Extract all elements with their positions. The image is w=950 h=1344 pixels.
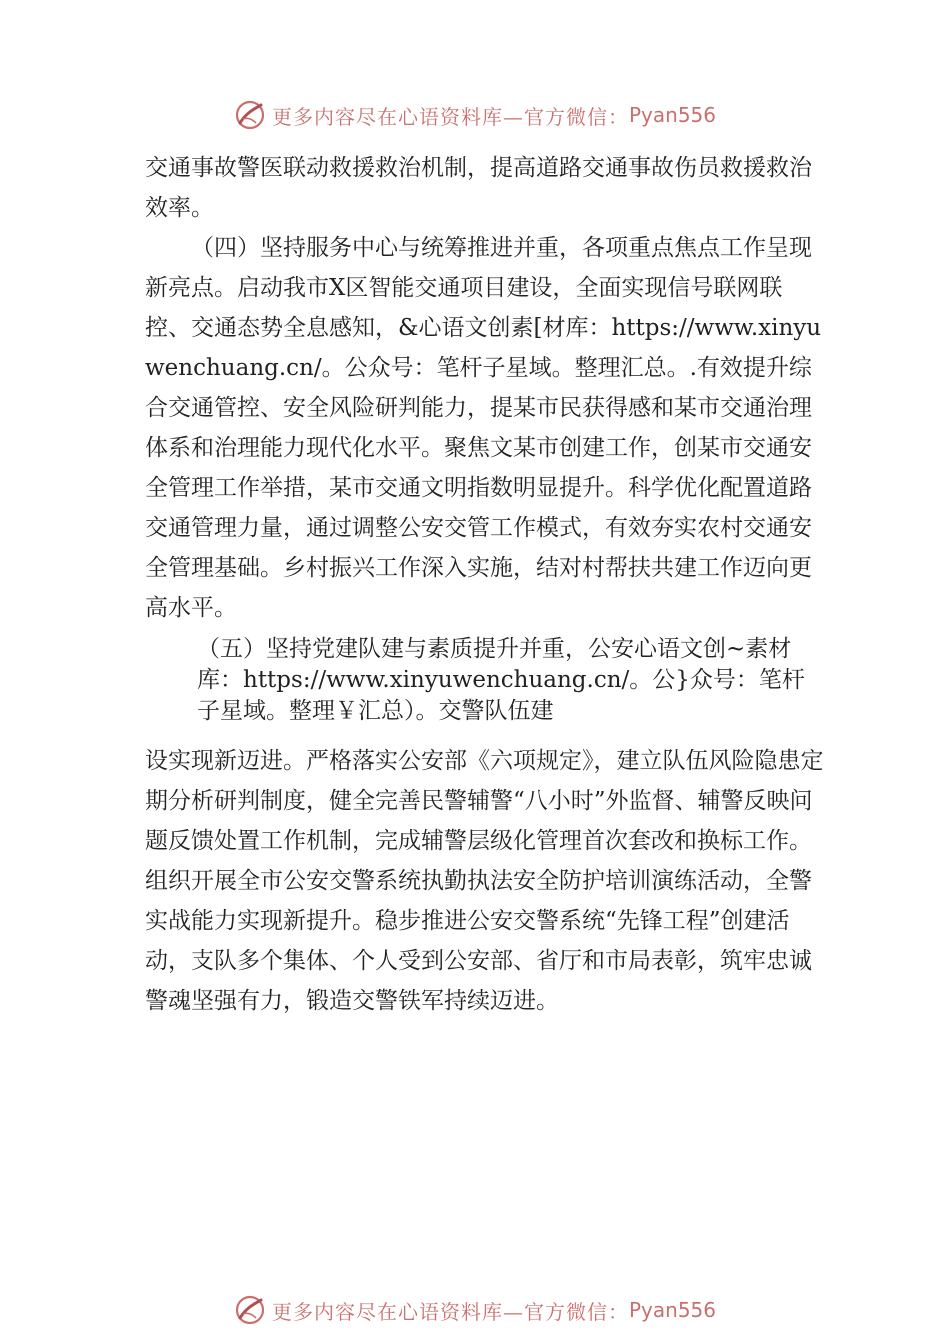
footer-wechat-id: Pyan556 [628, 1298, 716, 1322]
footer-banner-text: 更多内容尽在心语资料库—官方微信： [271, 1299, 629, 1324]
paragraph-section-five-heading: （五）坚持党建队建与素质提升并重，公安心语文创~素材库：https://www.xinyuwenchuang.cn/。公}众号：笔杆子星域。整理￥汇总）。交警队伍建 [197, 636, 805, 724]
brush-logo-icon [234, 1294, 266, 1326]
paragraph-section-four: （四）坚持服务中心与统筹推进并重，各项重点焦点工作呈现新亮点。启动我市X区智能交通项目建设，全面实现信号联网联控、交通态势全息感知，&心语文创素[材库：https://www.xinyuwenchuang.cn/。公众号：笔杆子星域。整理汇总。.有效提升综合交通管控、安全风险研判能力，提某市民获得感和某市交通治理体系和治理能力现代化水平。聚焦文某市创建工作，创某市交通安全管理工作举措，某市交通文明指数明显提升。科学优化配置道路交通管理力量，通过调整公安交管工作模式，有效夯实农村交通安全管理基础。乡村振兴工作深入实施，结对村帮扶共建工作迈向更高水平。 [145, 235, 822, 621]
brush-logo-icon [234, 99, 266, 131]
footer-banner [0, 1290, 950, 1330]
header-wechat-id: Pyan556 [628, 103, 716, 127]
document-body [145, 148, 825, 1021]
header-banner [0, 95, 950, 135]
paragraph-section-five-body: 设实现新迈进。严格落实公安部《六项规定》，建立队伍风险隐患定期分析研判制度，健全完善民警辅警“八小时”外监督、辅警反映问题反馈处置工作机制，完成辅警层级化管理首次套改和换标工作。组织开展全市公安交警系统执勤执法安全防护培训演练活动，全警实战能力实现新提升。稳步推进公安交警系统“先锋工程”创建活动，支队多个集体、个人受到公安部、省厅和市局表彰，筑牢忠诚警魂坚强有力，锻造交警铁军持续迈进。 [145, 748, 824, 1014]
header-banner-text: 更多内容尽在心语资料库—官方微信： [271, 104, 629, 129]
paragraph-continuation: 交通事故警医联动救援救治机制，提高道路交通事故伤员救援救治效率。 [145, 155, 812, 221]
